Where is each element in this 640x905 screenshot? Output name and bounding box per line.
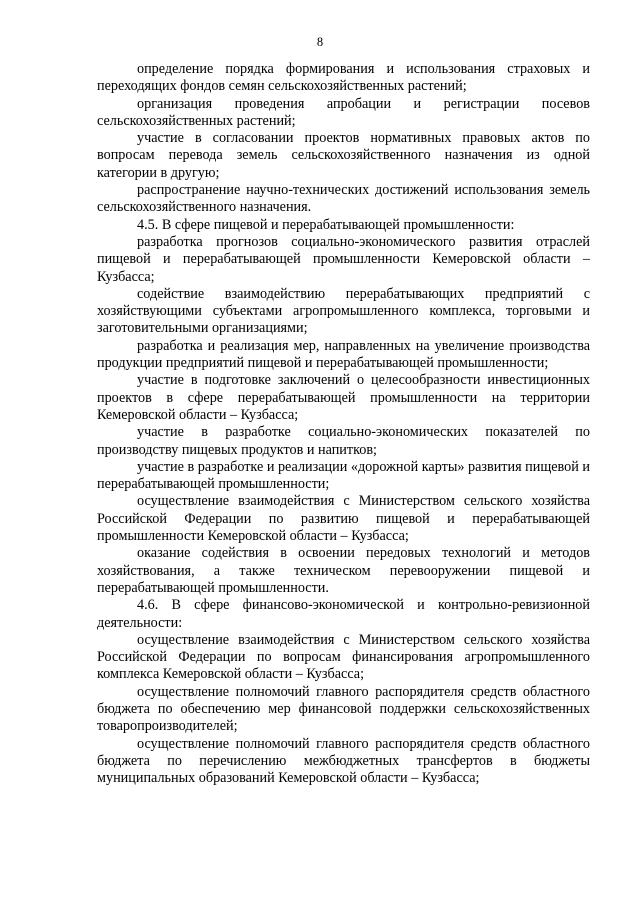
- paragraph: определение порядка формирования и использования страховых и переходящих фондов семян сельскохозяйственных растений;: [97, 61, 590, 95]
- page-number: 8: [316, 35, 324, 49]
- paragraph: участие в разработке и реализации «дорожной карты» развития пищевой и перерабатывающей промышленности;: [97, 458, 590, 493]
- document-body: [97, 61, 590, 787]
- paragraph: осуществление полномочий главного распорядителя средств областного бюджета по перечислению межбюджетных трансфертов в бюджеты муниципальных образований Кемеровской области – Кузбасса;: [97, 735, 590, 787]
- section-heading-4-6: 4.6. В сфере финансово-экономической и контрольно-ревизионной деятельности:: [97, 597, 590, 631]
- paragraph: оказание содействия в освоении передовых технологий и методов хозяйствования, а также техническом перевооружении пищевой и перерабатывающей промышленности.: [97, 545, 590, 596]
- paragraph: распространение научно-технических достижений использования земель сельскохозяйственного назначения.: [97, 182, 590, 216]
- paragraph: разработка прогнозов социально-экономического развития отраслей пищевой и перерабатывающей промышленности Кемеровской области – Кузбасса;: [97, 233, 590, 285]
- section-heading-4-5: 4.5. В сфере пищевой и перерабатывающей промышленности:: [137, 216, 515, 233]
- paragraph: участие в согласовании проектов нормативных правовых актов по вопросам перевода земель сельскохозяйственного назначения из одной категории в другую;: [97, 130, 590, 181]
- paragraph: осуществление полномочий главного распорядителя средств областного бюджета по обеспечению мер финансовой поддержки сельскохозяйственных товаропроизводителей;: [97, 683, 590, 735]
- paragraph: участие в разработке социально-экономических показателей по производству пищевых продуктов и напитков;: [97, 424, 590, 458]
- paragraph: содействие взаимодействию перерабатывающих предприятий с хозяйствующими субъектами агропромышленного комплекса, торговыми и заготовительными организациями;: [97, 285, 590, 337]
- paragraph: организация проведения апробации и регистрации посевов сельскохозяйственных растений;: [97, 95, 590, 129]
- paragraph: осуществление взаимодействия с Министерством сельского хозяйства Российской Федерации по развитию пищевой и перерабатывающей промышленности Кемеровской области – Кузбасса;: [97, 493, 590, 545]
- paragraph: разработка и реализация мер, направленных на увеличение производства продукции предприятий пищевой и перерабатывающей промышленности;: [97, 337, 590, 372]
- paragraph: участие в подготовке заключений о целесообразности инвестиционных проектов в сфере перерабатывающей промышленности на территории Кемеровской области – Кузбасса;: [97, 372, 590, 423]
- paragraph: осуществление взаимодействия с Министерством сельского хозяйства Российской Федерации по вопросам финансирования агропромышленного комплекса Кемеровской области – Кузбасса;: [97, 631, 590, 683]
